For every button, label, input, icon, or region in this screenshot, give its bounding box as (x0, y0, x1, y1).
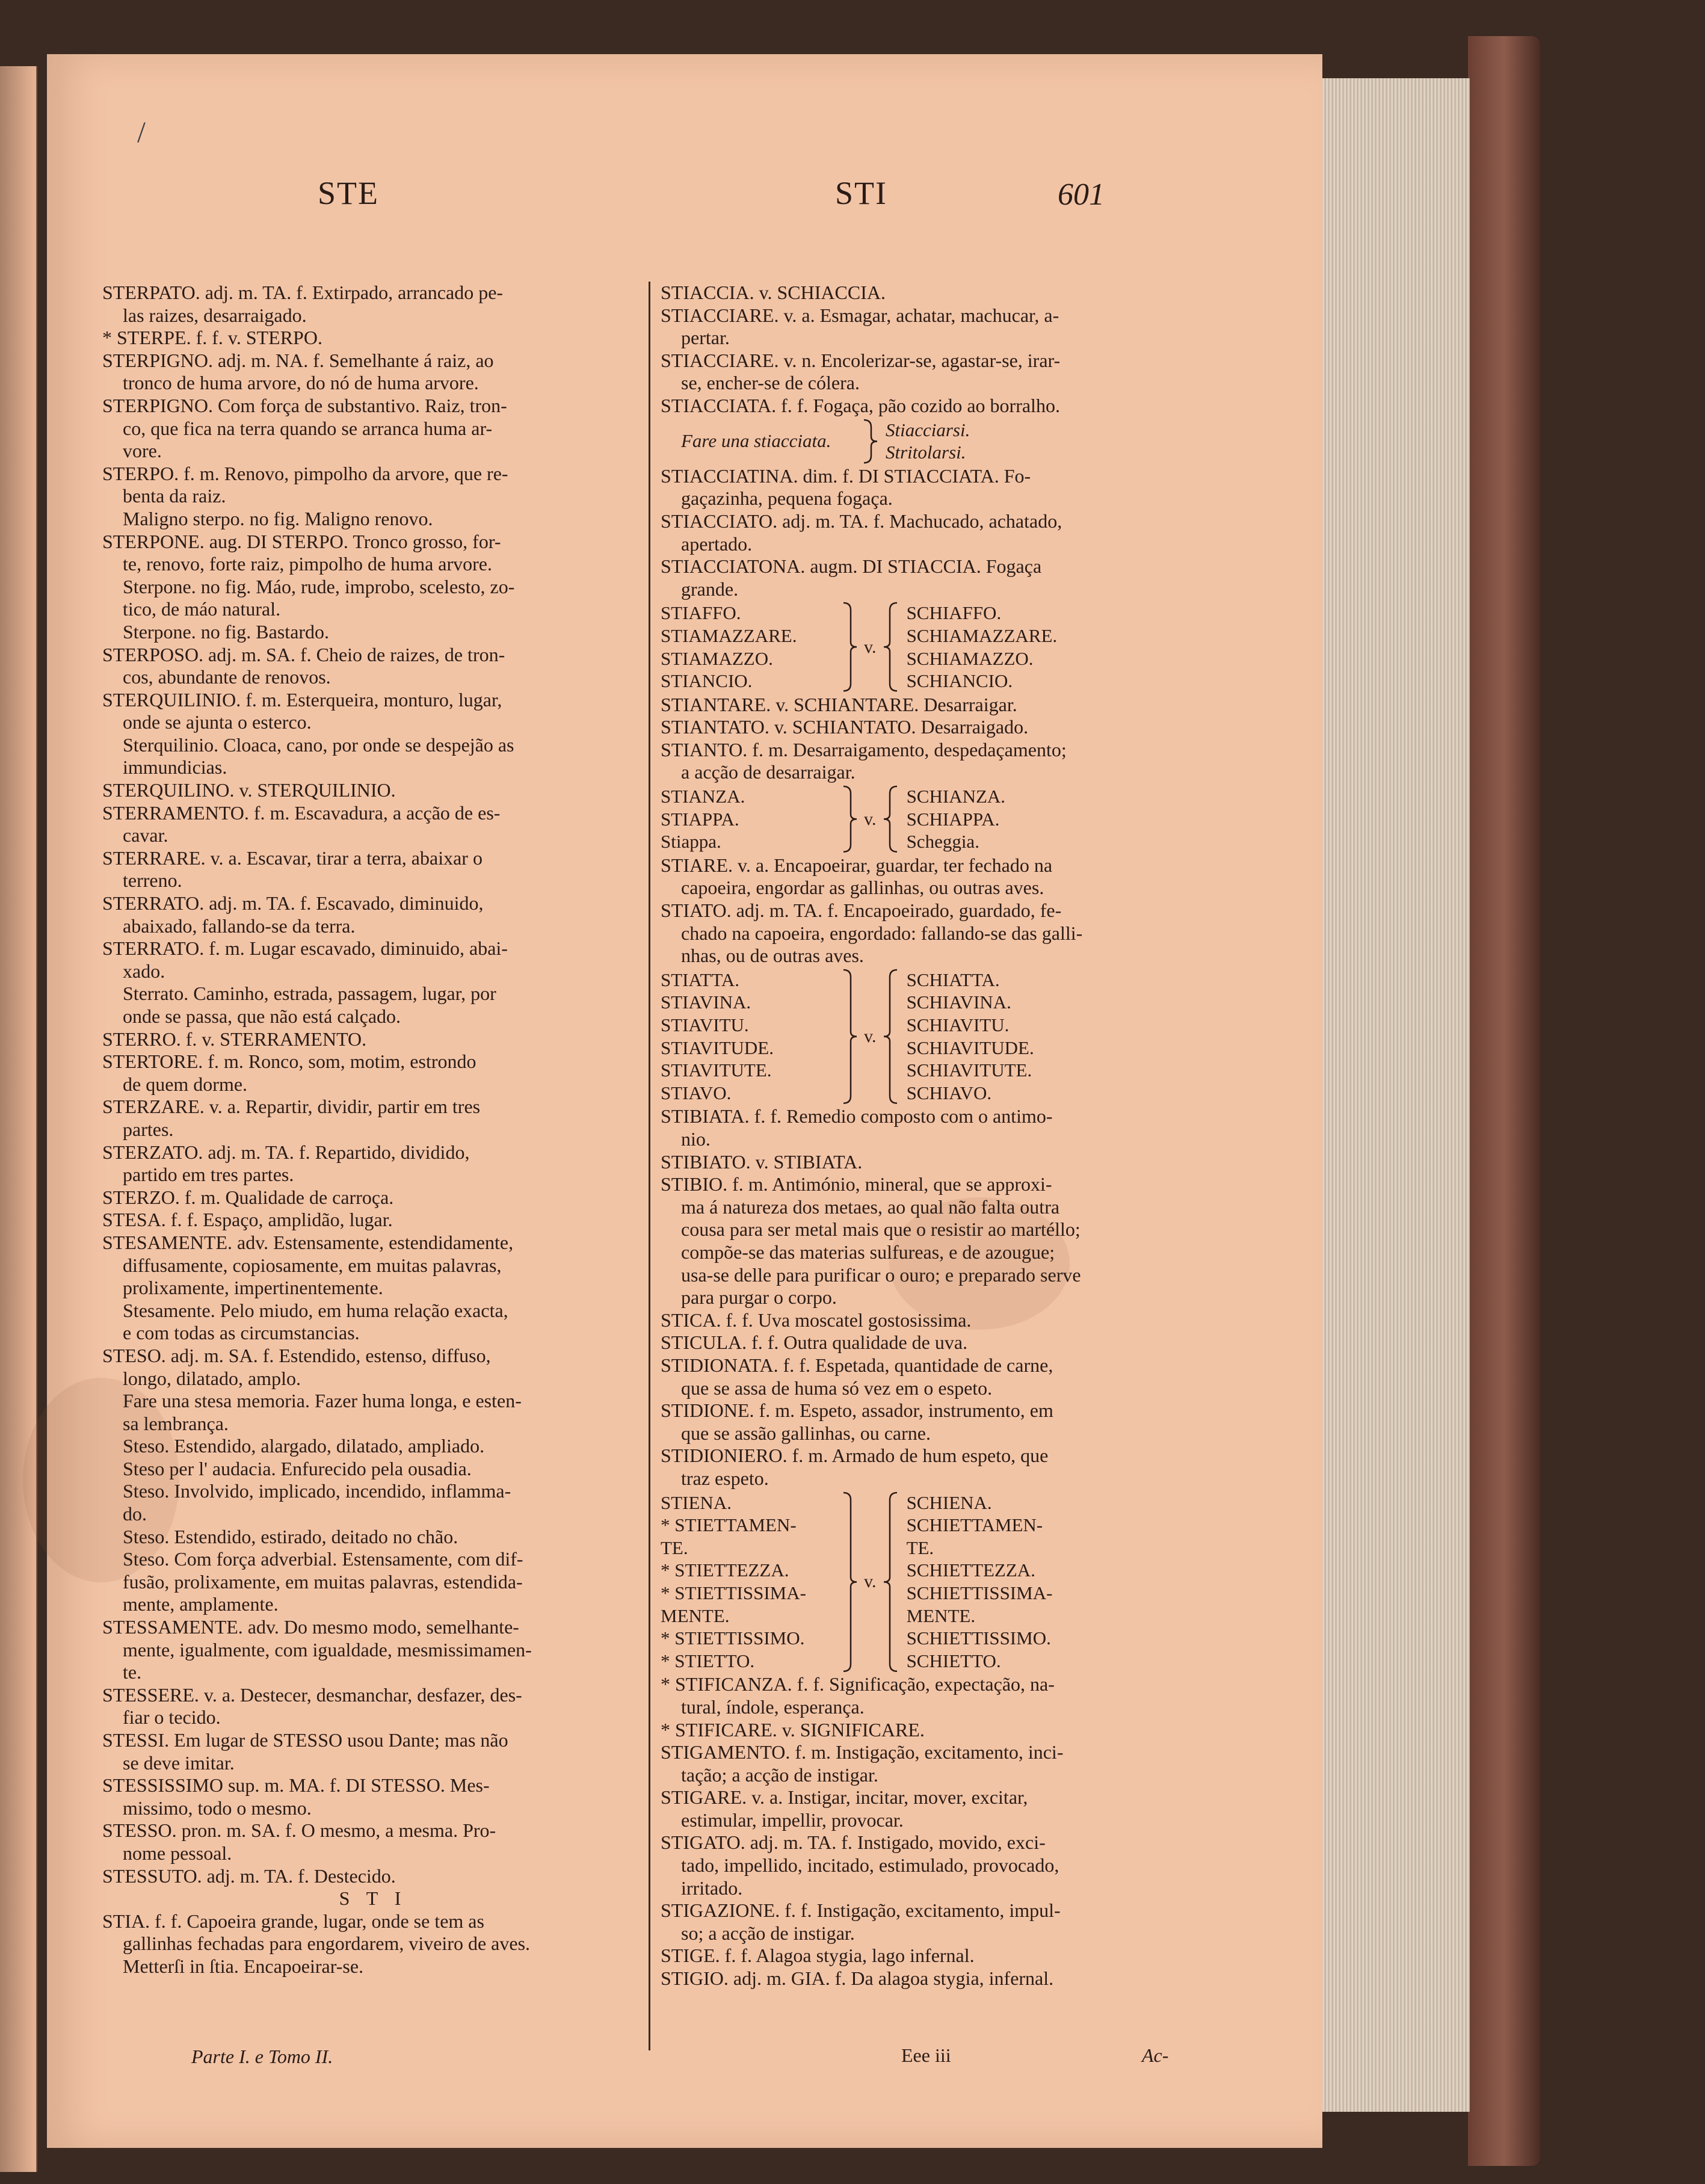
entry-continuation: Steso. Estendido, estirado, deitado no chão. (123, 1525, 458, 1547)
entry-line: STESSI. Em lugar de STESSO usou Dante; mas não (102, 1729, 508, 1751)
entry-continuation: do. (123, 1503, 147, 1525)
book-cover (1468, 36, 1540, 2166)
entry-continuation: Metterſi in ſtia. Encapoeirar-se. (123, 1955, 364, 1977)
group-term: SCHIAMAZZARE. (906, 625, 1058, 646)
group-left-list (661, 969, 841, 1105)
entry-line: STERRATO. adj. m. TA. f. Escavado, diminuido, (102, 892, 484, 915)
entry-continuation: se deve imitar. (123, 1751, 235, 1774)
group-term: SCHIATTA. (906, 969, 1000, 990)
group-term: Scheggia. (906, 831, 979, 853)
right-brace (841, 1491, 858, 1673)
group-term: STIAPPA. (661, 808, 739, 830)
see-also-mark: v. (864, 809, 877, 829)
entry-line: STIBIATA. f. f. Remedio composto com o antimo- (661, 1105, 1053, 1127)
entry-line: STESSO. pron. m. SA. f. O mesmo, a mesma. Pro- (102, 1819, 496, 1842)
entry-line: STIGARE. v. a. Instigar, incitar, mover, excitar, (661, 1786, 1028, 1809)
entry-continuation: ma á natureza dos metaes, ao qual não falta outra (681, 1195, 1060, 1218)
entry-line: STERZARE. v. a. Repartir, dividir, partir em tres (102, 1096, 481, 1118)
entry-continuation: se, encher-se de cólera. (681, 372, 860, 394)
entry-continuation: Steso. Estendido, alargado, dilatado, ampliado. (123, 1435, 485, 1457)
group-term: * STIETTISSIMO. (661, 1627, 805, 1649)
running-head-right: STI (835, 175, 887, 211)
entry-continuation: partes. (123, 1118, 174, 1140)
group-term: * STIETTEZZA. (661, 1559, 789, 1581)
entry-continuation: Steso. Com força adverbial. Estensamente, com dif- (123, 1548, 523, 1570)
entry-line: STIACCIATINA. dim. f. DI STIACCIATA. Fo- (661, 464, 1031, 487)
entry-continuation: Fare una stesa memoria. Fazer huma longa, e esten- (123, 1390, 522, 1412)
entry-line: STIACCIA. v. SCHIACCIA. (661, 282, 886, 303)
entry-continuation: chado na capoeira, engordado: fallando-se das galli- (681, 922, 1083, 944)
entry-line: STERPIGNO. Com força de substantivo. Raiz, tron- (102, 394, 507, 416)
group-term: SCHIAPPA. (906, 808, 1000, 830)
entry-continuation: cos, abundante de renovos. (123, 666, 331, 688)
entry-continuation: usa-se delle para purificar o ouro; e preparado serve (681, 1263, 1081, 1286)
group-term: STIAVITUDE. (661, 1037, 774, 1058)
group-term: SCHIETTISSIMA- (906, 1582, 1053, 1603)
entry-continuation: cavar. (123, 824, 168, 847)
entry-continuation: abaixado, fallando-se da terra. (123, 915, 356, 937)
entry-continuation: te, renovo, forte raiz, pimpolho de huma arvore. (123, 553, 492, 575)
entry-continuation: gaçazinha, pequena fogaça. (681, 487, 893, 510)
cross-reference-group (661, 602, 1184, 692)
signature-mark: Eee iii (901, 2044, 951, 2066)
pencil-mark: / (137, 115, 146, 149)
group-term: SCHIETTO. (906, 1650, 1001, 1671)
group-term: STIAVO. (661, 1082, 732, 1103)
entry-continuation: tural, índole, esperança. (681, 1695, 865, 1718)
right-column (661, 282, 1184, 2087)
group-term: STIAMAZZO. (661, 647, 773, 669)
entry-continuation: fusão, prolixamente, em muitas palavras, estendida- (123, 1570, 523, 1593)
entry-continuation: nome pessoal. (123, 1842, 232, 1864)
entry-continuation: immundicias. (123, 756, 227, 779)
entry-continuation: so; a acção de instigar. (681, 1922, 855, 1944)
group-term: * STIETTO. (661, 1650, 755, 1671)
entry-line: STIDIONE. f. m. Espeto, assador, instrumento, em (661, 1399, 1053, 1422)
entry-line: STIACCIATA. f. f. Fogaça, pão cozido ao borralho. (661, 394, 1060, 416)
group-left-list (661, 785, 841, 853)
entry-line: STIGAMENTO. f. m. Instigação, excitamento, inci- (661, 1741, 1064, 1763)
group-term: MENTE. (661, 1605, 730, 1626)
entry-line: STERPONE. aug. DI STERPO. Tronco grosso, for- (102, 530, 501, 552)
entry-continuation: longo, dilatado, amplo. (123, 1367, 301, 1389)
see-also-mark: v. (864, 1026, 877, 1046)
group-term: SCHIAVO. (906, 1082, 992, 1103)
column-divider (649, 282, 650, 2050)
entry-line: STIDIONIERO. f. m. Armado de hum espeto, que (661, 1445, 1049, 1467)
entry-line: STERRATO. f. m. Lugar escavado, diminuido, abai- (102, 937, 508, 960)
entry-continuation: missimo, todo o mesmo. (123, 1797, 312, 1819)
entry-continuation: tado, impellido, incitado, estimulado, provocado, (681, 1854, 1059, 1877)
entry-continuation: gallinhas fechadas para engordarem, viveiro de aves. (123, 1933, 531, 1955)
group-term: STIAMAZZARE. (661, 625, 797, 646)
entry-continuation: tronco de huma arvore, do nó de huma arvore. (123, 372, 479, 394)
right-brace (841, 602, 858, 692)
group-term: * STIETTISSIMA- (661, 1582, 806, 1603)
entry-line: STIGATO. adj. m. TA. f. Instigado, movido, exci- (661, 1831, 1046, 1854)
entry-line: STIGAZIONE. f. f. Instigação, excitamento, impul- (661, 1899, 1061, 1922)
entry-continuation: benta da raiz. (123, 485, 226, 507)
entry-line: STIBIO. f. m. Antimónio, mineral, que se approxi- (661, 1173, 1052, 1195)
group-right-list (899, 1491, 1053, 1673)
entry-continuation: que se assa de huma só vez em o espeto. (681, 1377, 993, 1399)
group-term: TE. (906, 1537, 934, 1558)
group-term: SCHIAVINA. (906, 992, 1011, 1013)
entry-line: STIGE. f. f. Alagoa stygia, lago infernal. (661, 1945, 975, 1967)
entry-line: STIANTATO. v. SCHIANTATO. Desarraigado. (661, 716, 1029, 738)
entry-line: STERRARE. v. a. Escavar, tirar a terra, abaixar o (102, 847, 483, 869)
entry-line: STIACCIARE. v. n. Encolerizar-se, agastar-se, irar- (661, 349, 1061, 371)
entry-line: STIANTO. f. m. Desarraigamento, despedaçamento; (661, 738, 1067, 760)
entry-continuation: terreno. (123, 869, 182, 892)
right-brace (841, 785, 858, 853)
group-term: STIAVINA. (661, 992, 751, 1013)
entry-continuation: tico, de máo natural. (123, 598, 281, 620)
entry-line: STICULA. f. f. Outra qualidade de uva. (661, 1331, 968, 1354)
entry-continuation: onde se passa, que não está calçado. (123, 1005, 401, 1027)
entry-line: STERQUILINIO. f. m. Esterqueira, monturo, lugar, (102, 688, 502, 711)
previous-page-edge (0, 66, 37, 2172)
entry-continuation: vore. (123, 440, 162, 462)
entry-line: STIACCIARE. v. a. Esmagar, achatar, machucar, a- (661, 304, 1059, 326)
entry-line: * STIFICARE. v. SIGNIFICARE. (661, 1718, 925, 1741)
entry-line: STIDIONATA. f. f. Espetada, quantidade de carne, (661, 1354, 1053, 1376)
entry-continuation: Steso. Involvido, implicado, incendido, inflamma- (123, 1480, 511, 1502)
entry-continuation: co, que fica na terra quando se arranca huma ar- (123, 417, 493, 439)
entry-continuation: para purgar o corpo. (681, 1286, 837, 1309)
entry-continuation: Sterquilinio. Cloaca, cano, por onde se despejão as (123, 733, 514, 756)
entry-line: STERPO. f. m. Renovo, pimpolho da arvore, que re- (102, 462, 508, 484)
group-term: SCHIETTISSIMO. (906, 1627, 1051, 1649)
group-term: SCHIETTEZZA. (906, 1559, 1035, 1581)
see-also-mark: v. (864, 637, 877, 657)
right-brace (862, 419, 878, 464)
group-right-list (899, 602, 1058, 692)
group-term: TE. (661, 1537, 688, 1558)
group-term: Stiappa. (661, 831, 721, 853)
right-brace (841, 969, 858, 1105)
entry-line: STERTORE. f. m. Ronco, som, motim, estrondo (102, 1050, 476, 1073)
running-head-left: STE (318, 175, 380, 211)
see-also-mark: v. (864, 1572, 877, 1592)
dictionary-page (47, 54, 1322, 2148)
group-right-list (899, 785, 1005, 853)
group-left-list (681, 430, 862, 452)
entry-continuation: apertado. (681, 532, 753, 555)
entry-continuation: Stesamente. Pelo miudo, em huma relação exacta, (123, 1299, 508, 1321)
entry-continuation: estimular, impellir, provocar. (681, 1809, 904, 1831)
entry-line: STERQUILINO. v. STERQUILINIO. (102, 779, 396, 801)
entry-line: * STERPE. f. f. v. STERPO. (102, 327, 322, 349)
entry-continuation: a acção de desarraigar. (681, 761, 856, 783)
entry-continuation: que se assão gallinhas, ou carne. (681, 1422, 931, 1444)
group-term: MENTE. (906, 1605, 976, 1626)
entry-continuation: cousa para ser metal mais que o resistir ao martéllo; (681, 1218, 1081, 1241)
group-term: STIANCIO. (661, 670, 753, 692)
entry-line: STIA. f. f. Capoeira grande, lugar, onde se tem as (102, 1910, 484, 1932)
entry-line: STICA. f. f. Uva moscatel gostosissima. (661, 1309, 972, 1331)
catchword: Ac- (1142, 2044, 1169, 2066)
entry-line: STERPIGNO. adj. m. NA. f. Semelhante á raiz, ao (102, 349, 494, 371)
left-column (102, 282, 644, 2087)
group-term: STIAFFO. (661, 602, 741, 624)
entry-continuation: Sterpone. no fig. Bastardo. (123, 620, 330, 643)
entry-line: STIACCIATO. adj. m. TA. f. Machucado, achatado, (661, 510, 1062, 532)
entry-continuation: Sterpone. no fig. Máo, rude, improbo, scelesto, zo- (123, 575, 515, 597)
group-term: STIANZA. (661, 786, 745, 807)
entry-continuation: partido em tres partes. (123, 1164, 294, 1186)
section-heading: S T I (339, 1887, 407, 1910)
group-term: Stritolarsi. (886, 442, 966, 463)
entry-continuation: las raizes, desarraigado. (123, 304, 307, 326)
group-term: SCHIAVITU. (906, 1014, 1010, 1036)
entry-continuation: capoeira, engordar as gallinhas, ou outras aves. (681, 877, 1044, 899)
page-number: 601 (1058, 177, 1105, 212)
entry-line: STESSERE. v. a. Destecer, desmanchar, desfazer, des- (102, 1683, 522, 1706)
entry-continuation: Sterrato. Caminho, estrada, passagem, lugar, por (123, 982, 496, 1005)
group-term: SCHIAMAZZO. (906, 647, 1034, 669)
group-term: STIAVITU. (661, 1014, 749, 1036)
group-term: SCHIAVITUTE. (906, 1060, 1032, 1081)
entry-continuation: onde se ajunta o esterco. (123, 711, 312, 733)
entry-continuation: e com todas as circumstancias. (123, 1322, 360, 1344)
entry-continuation: tação; a acção de instigar. (681, 1763, 878, 1786)
entry-continuation: compõe-se das materias sulfureas, e de azougue; (681, 1241, 1055, 1263)
entry-line: STERRO. f. v. STERRAMENTO. (102, 1028, 367, 1050)
entry-continuation: traz espeto. (681, 1467, 769, 1489)
volume-footer: Parte I. e Tomo II. (191, 2046, 333, 2067)
group-term: SCHIANCIO. (906, 670, 1013, 692)
entry-continuation: te. (123, 1661, 142, 1683)
entry-line: STIATO. adj. m. TA. f. Encapoeirado, guardado, fe- (661, 899, 1062, 922)
left-brace (883, 785, 899, 853)
group-term: SCHIANZA. (906, 786, 1006, 807)
entry-line: * STIFICANZA. f. f. Significação, expectação, na- (661, 1673, 1055, 1695)
entry-continuation: mente, amplamente. (123, 1593, 279, 1615)
cross-reference-group (661, 419, 1184, 464)
entry-line: STERRAMENTO. f. m. Escavadura, a acção de es- (102, 801, 501, 824)
group-term: * STIETTAMEN- (661, 1514, 797, 1536)
left-brace (883, 969, 899, 1105)
entry-line: STERPOSO. adj. m. SA. f. Cheio de raizes, de tron- (102, 643, 505, 665)
entry-line: STESA. f. f. Espaço, amplidão, lugar. (102, 1209, 393, 1231)
group-right-list (878, 419, 970, 464)
entry-line: STESSISSIMO sup. m. MA. f. DI STESSO. Mes- (102, 1774, 490, 1797)
group-term: Fare una stiacciata. (681, 430, 831, 452)
entry-line: STIARE. v. a. Encapoeirar, guardar, ter fechado na (661, 854, 1053, 876)
left-brace (883, 1491, 899, 1673)
entry-continuation: pertar. (681, 327, 730, 349)
cross-reference-group (661, 969, 1184, 1105)
group-term: STIENA. (661, 1491, 732, 1513)
entry-line: STESSUTO. adj. m. TA. f. Destecido. (102, 1865, 396, 1887)
entry-line: STERPATO. adj. m. TA. f. Extirpado, arrancado pe- (102, 282, 504, 303)
entry-line: STIBIATO. v. STIBIATA. (661, 1150, 863, 1173)
entry-continuation: diffusamente, copiosamente, em muitas palavras, (123, 1254, 502, 1276)
group-term: Stiacciarsi. (886, 419, 970, 440)
entry-line: STERZO. f. m. Qualidade de carroça. (102, 1186, 394, 1208)
group-left-list (661, 602, 841, 692)
entry-continuation: sa lembrança. (123, 1412, 229, 1434)
entry-line: STESAMENTE. adv. Estensamente, estendidamente, (102, 1231, 514, 1253)
entry-continuation: fiar o tecido. (123, 1706, 221, 1729)
entry-continuation: Maligno sterpo. no fig. Maligno renovo. (123, 507, 433, 529)
group-term: SCHIAVITUDE. (906, 1037, 1034, 1058)
entry-continuation: Steso per l' audacia. Enfurecido pela ousadia. (123, 1457, 472, 1479)
entry-continuation: mente, igualmente, com igualdade, mesmissimamen- (123, 1638, 532, 1661)
entry-continuation: prolixamente, impertinentemente. (123, 1277, 383, 1299)
cross-reference-group (661, 1491, 1184, 1673)
entry-continuation: de quem dorme. (123, 1073, 248, 1095)
entry-line: STIGIO. adj. m. GIA. f. Da alagoa stygia, infernal. (661, 1967, 1054, 1990)
group-term: SCHIAFFO. (906, 602, 1002, 624)
group-right-list (899, 969, 1034, 1105)
group-term: STIATTA. (661, 969, 739, 990)
left-brace (883, 602, 899, 692)
cross-reference-group (661, 785, 1184, 853)
group-term: STIAVITUTE. (661, 1060, 772, 1081)
entry-continuation: nhas, ou de outras aves. (681, 945, 864, 967)
group-term: SCHIETTAMEN- (906, 1514, 1043, 1536)
entry-line: STIACCIATONA. augm. DI STIACCIA. Fogaça (661, 555, 1042, 578)
entry-line: STERZATO. adj. m. TA. f. Repartido, dividido, (102, 1141, 470, 1163)
entry-continuation: irritado. (681, 1877, 743, 1899)
entry-line: STESSAMENTE. adv. Do mesmo modo, semelhante- (102, 1616, 519, 1638)
group-left-list (661, 1491, 841, 1673)
group-term: SCHIENA. (906, 1491, 992, 1513)
entry-continuation: nio. (681, 1128, 711, 1150)
page-block-edge (1306, 78, 1470, 2112)
entry-line: STESO. adj. m. SA. f. Estendido, estenso, diffuso, (102, 1344, 491, 1366)
entry-continuation: xado. (123, 960, 165, 982)
entry-continuation: grande. (681, 578, 739, 600)
entry-line: STIANTARE. v. SCHIANTARE. Desarraigar. (661, 693, 1017, 715)
